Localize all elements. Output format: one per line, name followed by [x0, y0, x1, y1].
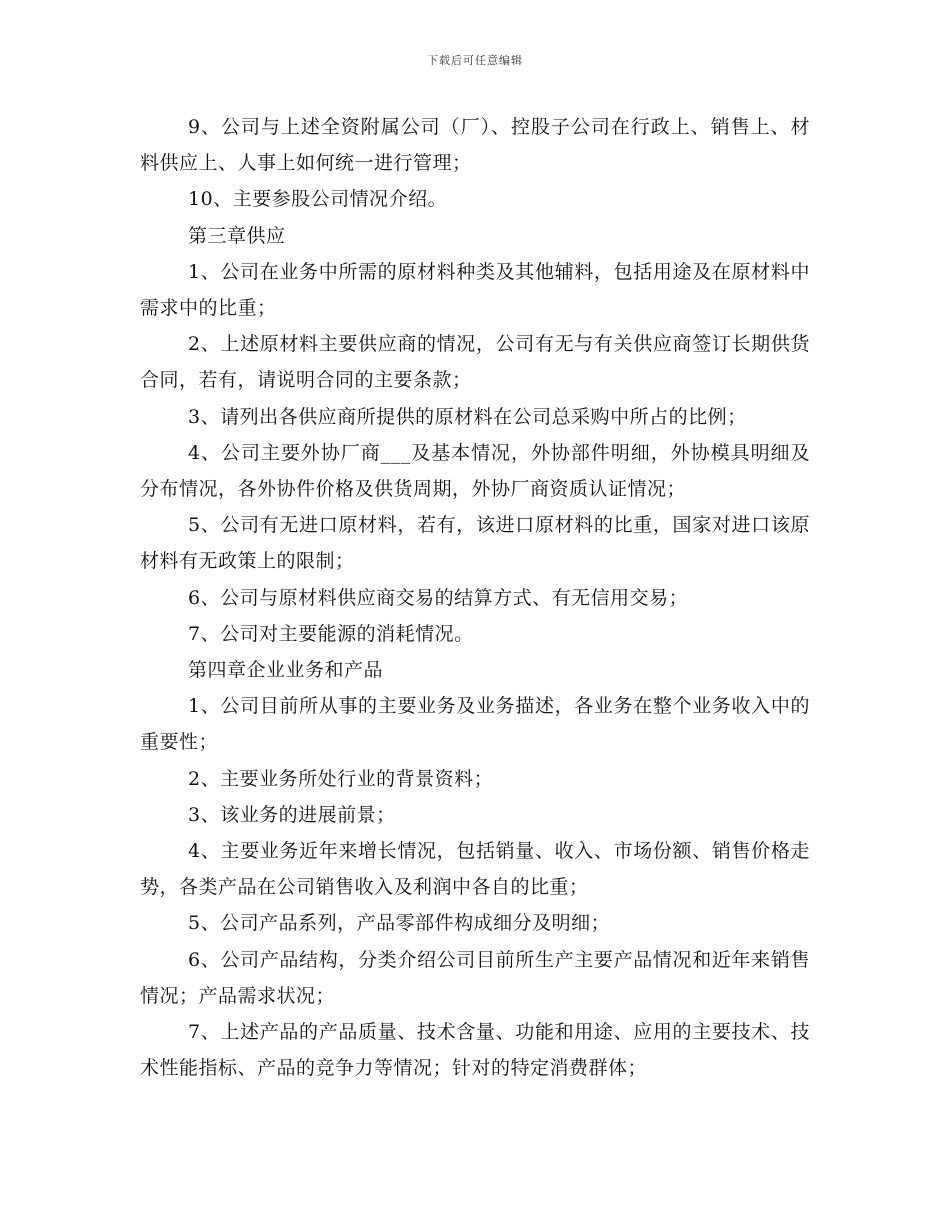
paragraph: 6、公司与原材料供应商交易的结算方式、有无信用交易；: [188, 586, 689, 609]
paragraph: 4、主要业务近年来增长情况，包括销量、收入、市场份额、销售价格走势，各类产品在公司销售收入及利润中各自的比重；: [140, 840, 810, 899]
paragraph: 5、公司有无进口原材料，若有，该进口原材料的比重，国家对进口该原材料有无政策上的限制；: [140, 514, 810, 573]
chapter-heading: 第三章供应: [188, 224, 286, 247]
paragraph: 1、公司目前所从事的主要业务及业务描述，各业务在整个业务收入中的重要性；: [140, 695, 810, 754]
paragraph: 9、公司与上述全资附属公司（厂）、控股子公司在行政上、销售上、材料供应上、人事上如何统一进行管理；: [140, 116, 810, 175]
paragraph: 2、上述原材料主要供应商的情况，公司有无与有关供应商签订长期供货合同，若有，请说明合同的主要条款；: [140, 333, 810, 392]
paragraph: 2、主要业务所处行业的背景资料；: [188, 767, 494, 790]
paragraph: 7、公司对主要能源的消耗情况。: [188, 622, 474, 645]
paragraph: 5、公司产品系列，产品零部件构成细分及明细；: [188, 912, 611, 935]
paragraph: 7、上述产品的产品质量、技术含量、功能和用途、应用的主要技术、技术性能指标、产品的竞争力等情况；针对的特定消费群体；: [140, 1021, 810, 1080]
paragraph: 3、请列出各供应商所提供的原材料在公司总采购中所占的比例；: [188, 405, 747, 428]
paragraph: 10、主要参股公司情况介绍。: [188, 188, 448, 211]
paragraph: 1、公司在业务中所需的原材料种类及其他辅料，包括用途及在原材料中需求中的比重；: [140, 260, 810, 320]
page-header: 下载后可任意编辑: [427, 54, 523, 67]
chapter-heading: 第四章企业业务和产品: [188, 659, 384, 682]
paragraph: 6、公司产品结构，分类介绍公司目前所生产主要产品情况和近年来销售情况；产品需求状况；: [140, 948, 810, 1007]
paragraph: 3、该业务的进展前景；: [188, 803, 396, 826]
document-body: [140, 109, 810, 1086]
paragraph: 4、公司主要外协厂商___及基本情况，外协部件明细，外协模具明细及分布情况，各外协件价格及供货周期，外协厂商资质认证情况；: [140, 441, 810, 501]
